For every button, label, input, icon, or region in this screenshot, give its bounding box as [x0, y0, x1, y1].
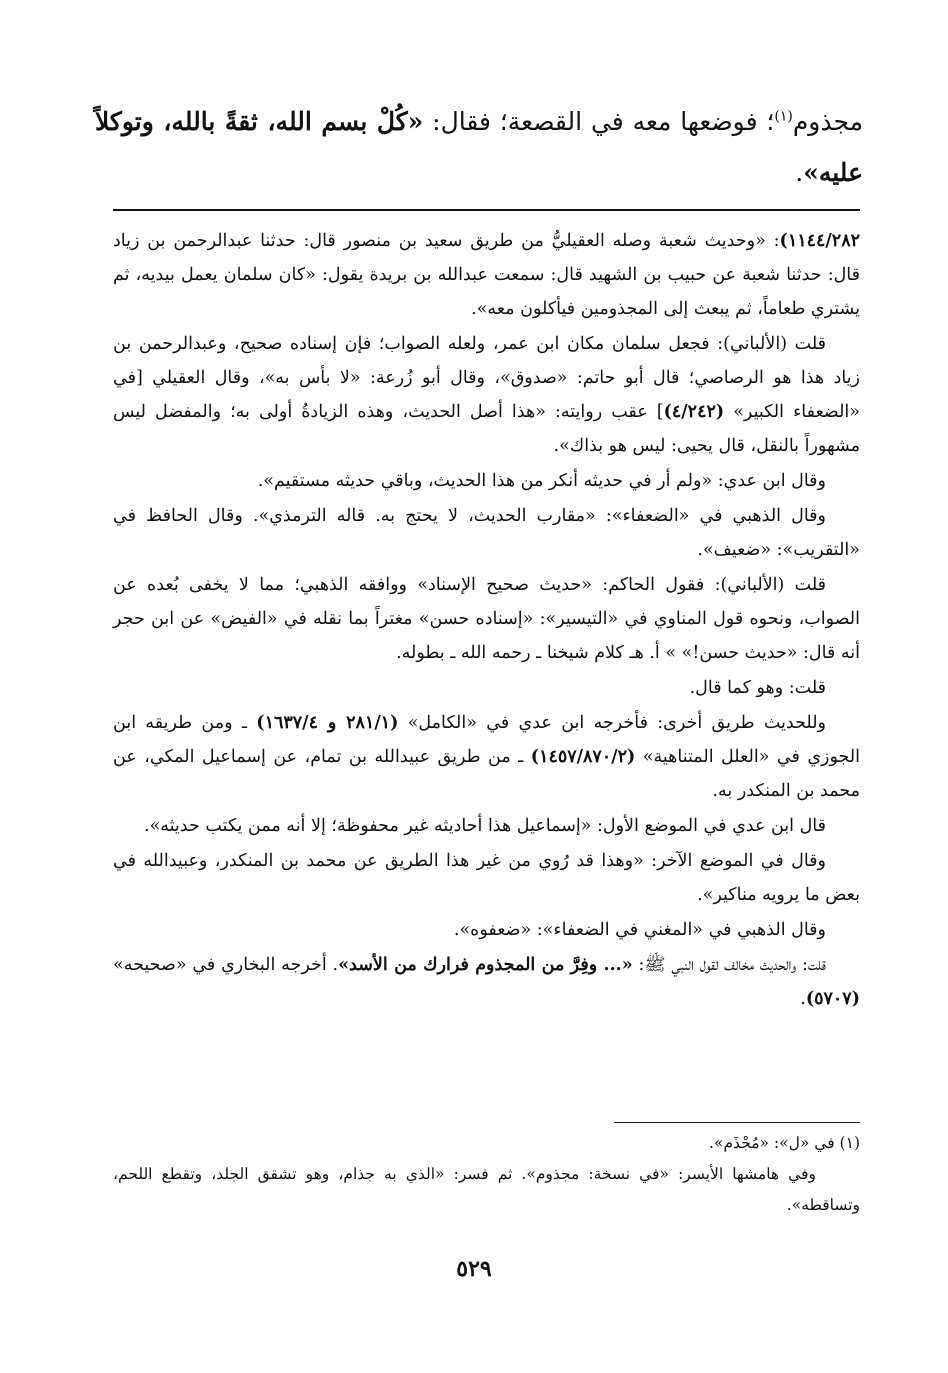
reference-number: (٥٧٠٧) [805, 989, 860, 1009]
footnote-marker: (١) [774, 108, 793, 125]
main-text-middle: ؛ فوضعها معه في القصعة؛ فقال: [423, 107, 775, 136]
note-paragraph: ١١٤٤/٢٨٢): «وحديث شعبة وصله العقيليُّ من طريق سعيد بن منصور قال: حدثنا عبدالرحمن بن زياد قال: حدثنا شعبة عن حبيب بن الشهيد قال: سمعت عبدالله بن بريدة يقول: «كان سلمان يعمل بيديه، ثم يشتري طعاماً، ثم يبعث إلى المجذومين فيأكلون معه». [113, 231, 860, 319]
reference-number: (١٤٥٧/٨٧٠/٢) [530, 747, 636, 767]
footnote: (١) في «ل»: «مُجْذَم». [709, 1134, 860, 1152]
hadith-quote: «كُلْ بسم الله، ثقةً بالله، وتوكلاً عليه» [95, 107, 863, 187]
main-text-end: . [795, 158, 804, 187]
note-paragraph: وقال في الموضع الآخر: «وهذا قد رُوي من غير هذا الطريق عن محمد بن المنكدر، وعبيدالله في بعض ما يرويه مناكير». [113, 851, 860, 905]
note-paragraph: قلت (الألباني): فقول الحاكم: «حديث صحيح الإسناد» ووافقه الذهبي؛ مما لا يخفى بُعده عن الصواب، ونحوه قول المناوي في «التيسير»: «إسناده حسن» مغتراً بما نقله في «الفيض» عن ابن حجر أنه قال: «حديث حسن!» » أ. هـ كلام شيخنا ـ رحمه الله ـ بطوله. [113, 575, 860, 663]
hadith-quote-bold: «... وفِرَّ من المجذوم فرارك من الأسد» [338, 955, 633, 975]
main-text [95, 96, 863, 198]
page-number: ٥٢٩ [456, 1256, 492, 1282]
note-paragraph: وقال ابن عدي: «ولم أر في حديثه أنكر من هذا الحديث، وباقي حديثه مستقيم». [257, 471, 826, 491]
main-text-start: مجذوم [792, 107, 864, 136]
note-paragraph: وقال الذهبي في «المغني في الضعفاء»: «ضعفوه». [453, 920, 826, 940]
footnotes-section [113, 1128, 860, 1221]
hadith-number: ١١٤٤/٢٨٢) [779, 231, 860, 251]
note-paragraph: قال ابن عدي في الموضع الأول: «إسماعيل هذا أحاديثه غير محفوظة؛ إلا أنه ممن يكتب حديثه». [144, 816, 826, 836]
note-paragraph: قلت: والحديث مخالف لقول النبي ﷺ: «... وفِرَّ من المجذوم فرارك من الأسد». أخرجه البخاري في «صحيحه» (٥٧٠٧). [113, 955, 860, 1009]
reference-number: (٤/٢٤٢) [663, 402, 725, 422]
note-paragraph: قلت: وهو كما قال. [689, 678, 826, 698]
reference-number: (٢٨١/١ و ١٦٣٧/٤) [256, 713, 399, 733]
footnote: وفي هامشها الأيسر: «في نسخة: مجذوم». ثم فسر: «الذي به جذام، وهو تشقق الجلد، وتقطع اللحم، وتساقطه». [113, 1165, 860, 1214]
main-separator-line [113, 209, 860, 211]
footnote-number: (١) [839, 1134, 860, 1152]
note-paragraph: وقال الذهبي في «الضعفاء»: «مقارب الحديث، لا يحتج به. قاله الترمذي». وقال الحافظ في «التقريب»: «ضعيف». [113, 506, 860, 560]
notes-section [113, 224, 860, 1017]
note-paragraph: وللحديث طريق أخرى: فأخرجه ابن عدي في «الكامل» (٢٨١/١ و ١٦٣٧/٤) ـ ومن طريقه ابن الجوزي في «العلل المتناهية» (١٤٥٧/٨٧٠/٢) ـ من طريق عبيدالله بن تمام، عن إسماعيل المكي، عن محمد بن المنكدر به. [113, 713, 860, 801]
footnote-separator-line [614, 1122, 860, 1123]
note-paragraph: قلت (الألباني): فجعل سلمان مكان ابن عمر، ولعله الصواب؛ فإن إسناده صحيح، وعبدالرحمن بن زياد هذا هو الرصاصي؛ قال أبو حاتم: «صدوق»، وقال أبو زُرعة: «لا بأس به»، وقال العقيلي [في «الضعفاء الكبير» (٤/٢٤٢)] عقب روايته: «هذا أصل الحديث، وهذه الزيادةُ أولى به؛ والمفضل ليس مشهوراً بالنقل، قال يحيى: ليس هو بذاك». [113, 334, 860, 456]
